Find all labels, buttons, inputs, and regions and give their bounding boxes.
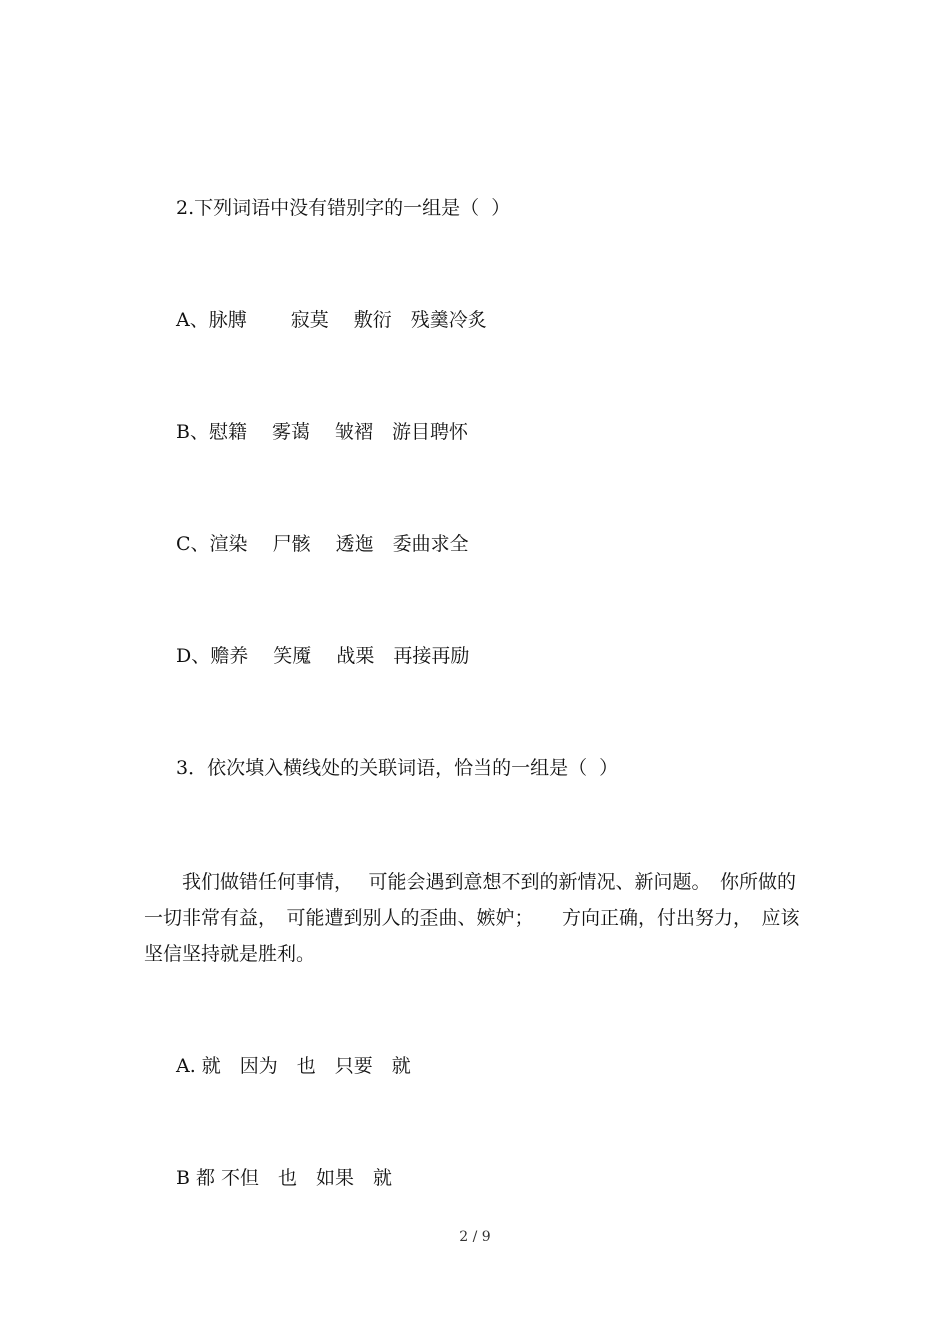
question-2-option-c: C、渲染 尸骸 透迤 委曲求全 (176, 533, 469, 555)
question-2-title: 2.下列词语中没有错别字的一组是（ ） (176, 197, 511, 219)
page-number: 2 / 9 (459, 1229, 491, 1245)
question-2-option-b: B、慰籍 雾蔼 皱褶 游目聘怀 (176, 421, 469, 443)
question-2-option-d: D、赡养 笑魇 战栗 再接再励 (176, 645, 470, 667)
passage-line: 一切非常有益， 可能遭到别人的歪曲、嫉妒； 方向正确，付出努力， 应该 (144, 907, 800, 929)
question-3-passage (144, 864, 814, 972)
question-3-option-b: B 都 不但 也 如果 就 (176, 1167, 393, 1189)
passage-line: 坚信坚持就是胜利。 (144, 943, 316, 965)
question-3-title: 3．依次填入横线处的关联词语，恰当的一组是（ ） (176, 757, 619, 779)
question-2-option-a: A、脉膊 寂莫 敷衍 残羹冷炙 (176, 309, 487, 331)
question-3-option-a: A. 就 因为 也 只要 就 (176, 1055, 411, 1077)
passage-line: 我们做错任何事情， 可能会遇到意想不到的新情况、新问题。 你所做的 (144, 871, 797, 893)
